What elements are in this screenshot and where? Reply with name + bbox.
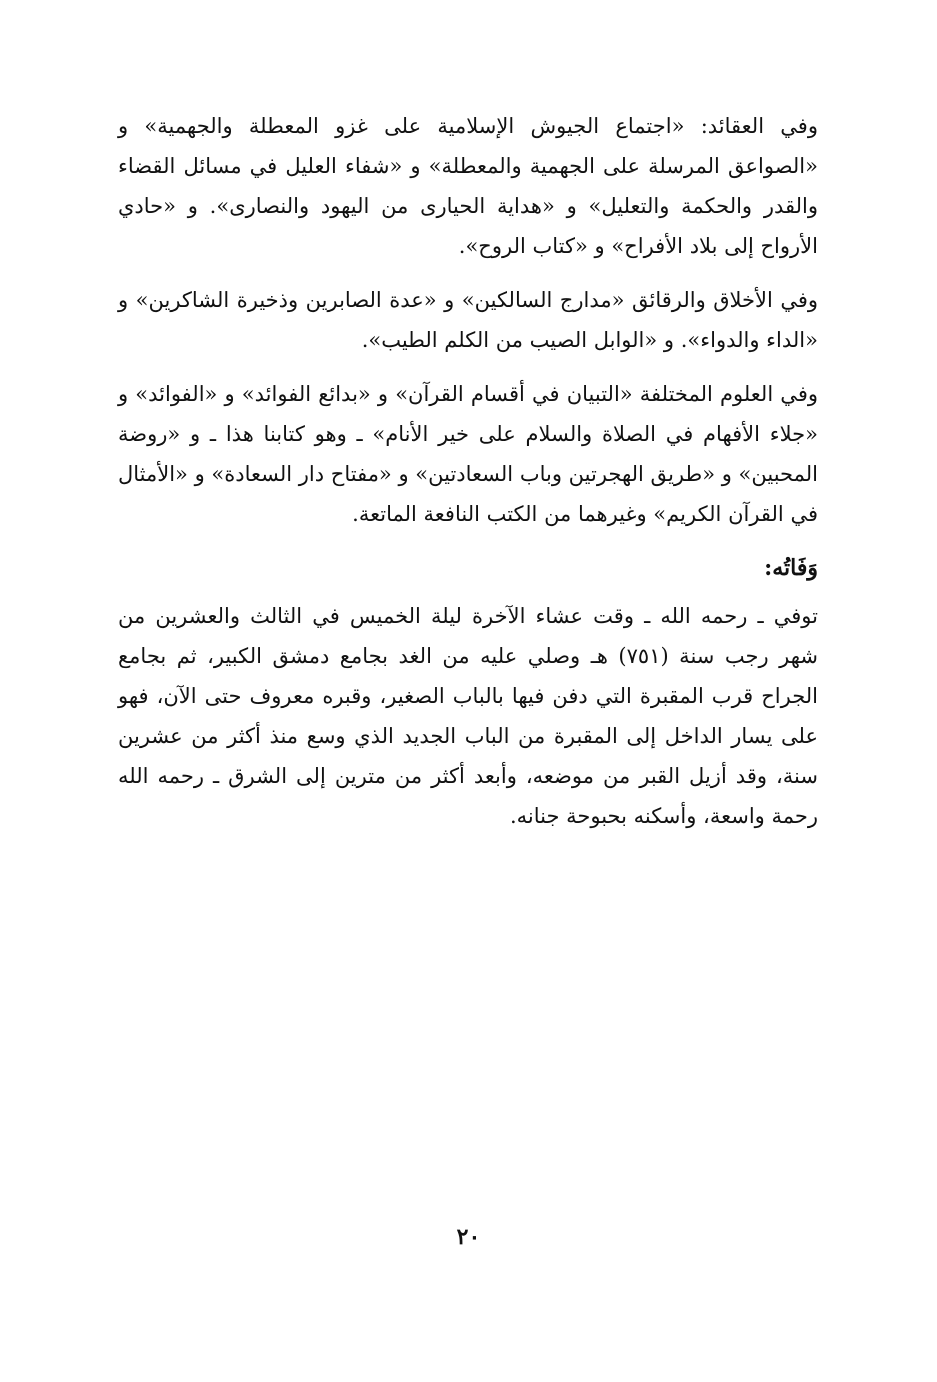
page-number: ٢٠ (456, 1224, 481, 1250)
paragraph-creed-works: وفي العقائد: «اجتماع الجيوش الإسلامية على غزو المعطلة والجهمية» و «الصواعق المرسلة على الجهمية والمعطلة» و «شفاء العليل في مسائل القضاء والقدر والحكمة والتعليل» و «هداية الحيارى من اليهود والنصارى». و «حادي الأرواح إلى بلاد الأفراح» و «كتاب الروح». (118, 114, 818, 258)
paragraph-death: توفي ـ رحمه الله ـ وقت عشاء الآخرة ليلة الخميس في الثالث والعشرين من شهر رجب سنة (٧٥١) هـ وصلي عليه من الغد بجامع دمشق الكبير، ثم بجامع الجراح قرب المقبرة التي دفن فيها بالباب الصغير، وقبره معروف حتى الآن، فهو على يسار الداخل إلى المقبرة من الباب الجديد الذي وسع منذ أكثر من عشرين سنة، وقد أزيل القبر من موضعه، وأبعد أكثر من مترين إلى الشرق ـ رحمه الله رحمة واسعة، وأسكنه بحبوحة جنانه. (118, 604, 819, 828)
paragraph-various-works: وفي العلوم المختلفة «التبيان في أقسام القرآن» و «بدائع الفوائد» و «الفوائد» و «جلاء الأفهام في الصلاة والسلام على خير الأنام» ـ وهو كتابنا هذا ـ و «روضة المحبين» و «طريق الهجرتين وباب السعادتين» و «مفتاح دار السعادة» و «الأمثال في القرآن الكريم» وغيرهما من الكتب النافعة الماتعة. (118, 382, 818, 526)
paragraph-ethics-works: وفي الأخلاق والرقائق «مدارج السالكين» و «عدة الصابرين وذخيرة الشاكرين» و «الداء والدواء». و «الوابل الصيب من الكلم الطيب». (118, 288, 818, 352)
section-heading-death: وَفَاتُه: (764, 555, 818, 581)
page-body (118, 106, 818, 850)
